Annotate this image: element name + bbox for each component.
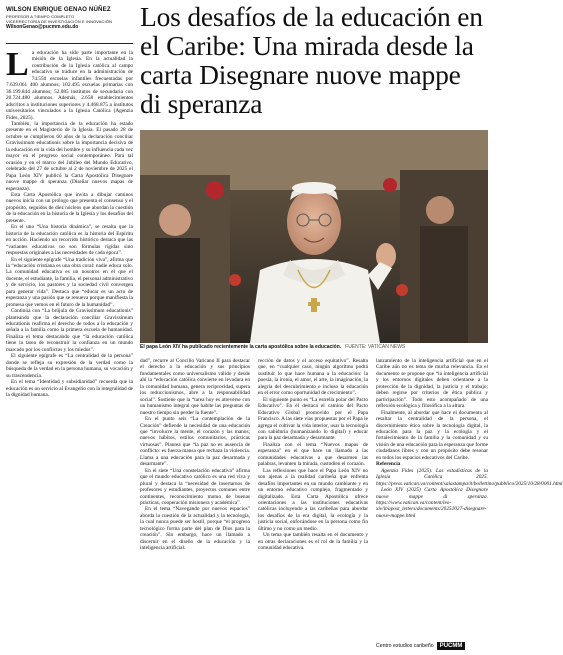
pucmm-logo: PUCMM (437, 642, 466, 650)
paragraph: Las reflexiones que hace el Papa León XIV no son ajenas a la realidad caribeña que enfrenta desafíos importantes en un mundo cambiante y en un entorno educativo complejo, fragmentado y digitalizado. Esta Carta Apostólica ofrece orientaciones a las instituciones educativas católicas incluyendo a las caribeñas para abordar los desafíos de la era digital, la ecología y la justicia social, enfocándose en la persona como fin último y no como un medio. (258, 467, 368, 532)
paragraph: lanzamiento de la inteligencia artificial que en el Caribe aún no es tema de mucha relevancia. En el documento se propone que “la inteligencia artificial y los entornos digitales deben orientarse a la protección de la dignidad, la justicia y el trabajo; deben regirse por criterios de ética pública y participación”. Todo esto acompañado de una reflexión ecológica y filosófica a la altura. (376, 358, 488, 410)
paragraph: a educación ha sido parte importante en la misión de la Iglesia. En la actualidad la contribución de la Iglesia católica al campo educativo se traduce en la administración de 74.550 escuelas infantiles frecuentadas por 7.639.061 400 alumnos; 102.495 escuelas primarias con 36.199.844 alumnos; 52.085 institutos de secundaria con 20.724.480 alumnos. Además, 2.658 establecimientos adscritos a instituciones superiores y 4.468.875 a institutos universitarios vinculados a la Iglesia Católica (Agenzia Fides, 2025). (6, 50, 133, 121)
byline-divider (6, 43, 133, 44)
drop-cap: L (6, 46, 29, 83)
paragraph: El siguiente punto es “La estrella polar del Pacto Educativo”. En él destaca el camino del Pacto Educativo Global promovido por el Papa Francisco. A las siete vías propuestas por el Papa le agrega el cultivar la vida interior, usar la tecnología con sabiduría (humanizando lo digital) y educar para la paz desarmada y desarmante. (258, 396, 368, 442)
paragraph: El siguiente epígrafe es “La centralidad de la persona” donde se refleja su expresión de la verdad como la búsqueda de la verdad en la persona humana, su vocación y su trascendencia. (6, 353, 133, 379)
paragraph: En el tema “Identidad y subsidiaridad” recuerda que la educación es un servicio al Evangelio con la integralidad de la dignidad humana. (6, 379, 133, 399)
footer-contact: Centro estudios caribeño (376, 643, 434, 649)
paragraph: En el siguiente epígrafe “Una tradición viva”, afirma que la “educación cristiana es una obra coral: nadie educa solo. La comunidad educativa es un nosotros en el que el docente, el estudiante, la familia, el personal administrativo y de servicio, los pastores y la sociedad civil convergen para generar vida”. Destaca que “educar es un acto de esperanza y una pasión que se renueva porque manifiesta la promesa que vemos en el futuro de la humanidad”. (6, 256, 133, 308)
author-department: VICERRECTORÍA DE INVESTIGACIÓN E INNOVACIÓN (6, 19, 112, 25)
article-column-2 (140, 358, 250, 650)
author-role: PROFESOR A TIEMPO COMPLETO (6, 14, 75, 19)
footer (376, 640, 488, 652)
reference-item[interactable]: León XIV (2025) Carta Apostólica Disegnare nuove mappe di speranza. https://www.vatican.va/content/leo-xiv/it/apost_letters/documents/20251027-disegnare-nuove-mappe.html (376, 487, 488, 519)
paragraph: En el punto seis “La contemplación de la Creación” defiende la necesidad de una educación que “involucre la mente, el corazón y las manos; nuevos hábitos, estilos comunitarios, prácticas virtuosas”. Plantea que “la paz no es ausencia de conflicto: es fuerza mansa que rechaza la violencia. Llama a una educación para la paz desarmada y desarmante”. (140, 416, 250, 468)
photo-caption (140, 343, 488, 352)
paragraph: También, la importancia de la educación ha estado presente en el Magisterio de la Iglesia. El pasado 28 de octubre se cumplieron 60 años de la declaración conciliar Gravissimum educationis sobre la importancia decisiva de la educación en la vida del hombre y su influencia cada vez mayor en el progreso social contemporáneo. Para tal ocasión y en el marco del Jubileo del Mundo Educativo, celebrado del 27 de octubre al 2 de noviembre de 2025 el Papa León XIV publicó la Carta Apostólica Disegnare nuove mappe di speranza (Diseñar nuevos mapas de esperanza). (6, 120, 133, 192)
paragraph: Finaliza con el tema “Nuevos mapas de esperanza” en el que hace un llamado a las comunidades educativas a que desarmen las palabras, levanten la mirada, custodien el corazón. (258, 441, 368, 468)
byline (6, 6, 132, 31)
caption-text: El papa León XIV ha publicado recientemente la carta apostólica sobre la educación. (140, 344, 342, 350)
paragraph: rección de datos y el acceso equitativo”. Resalta que, en “cualquier caso, ningún algoritmo podrá sustituir lo que hace humana a la educación: la poesía, la ironía, el amor, el arte, la imaginación, la alegría del descubrimiento e incluso la educación en el error como oportunidad de crecimiento”. (258, 358, 368, 397)
article-column-3 (258, 358, 368, 650)
article-headline: Los desafíos de la educación en el Caribe: Una mirada desde la carta Disegnare nuove mappe di speranza (140, 1, 483, 119)
reference-item[interactable]: Agenzia Fides (2025). Las estadísticas de la Iglesia Católica 2025. https://press.vatican.va/content/salastampa/it/bollettino/pubblico/2025/10/28/0001.html (376, 467, 563, 487)
paragraph: dad”, recurre al Concilio Vaticano II para destacar el derecho a la educación y sus principios fundamentales como universalismo válido y desde ahí la “educación católica convierte en levadura en la comunidad humana, genera reciprocidad, supera los reduccionismos, abre a la responsabilidad social”. Sostiene que la “tarea hoy es atreverse con un humanismo integral que habite las preguntas de nuestro tiempo sin perder la fuente”. (140, 358, 250, 416)
article-column-1 (6, 46, 133, 650)
paragraph: Un tema que también resalta en el documento y en otras declaraciones es el rol de la familia y la comunidad educativa. (258, 532, 368, 552)
paragraph: Finalmente, al abordar que hace el documento al resaltar la centralidad de la persona, el discernimiento ético sobre la tecnología digital, la educación para la paz y la ecología y el fortalecimiento de la familia y la comunidad y su visión de una educación para la esperanza que forme ciudadanos libres y con un propósito debe resonar en todos los espacios educativos del Caribe. (376, 409, 488, 461)
paragraph: En el uno “Una historia dinámica”, se resalta que la historia de la educación católica es la historia del Espíritu en acción. Haciendo un recorrido histórico destaca que las “variantes educativas no son fórmulas rígidas sino respuestas originales a las necesidades de cada época”. (6, 224, 133, 257)
article-photo (140, 130, 488, 343)
photo-credit: FUENTE: VATICAN NEWS (345, 344, 406, 350)
paragraph: Esta Carta Apostólica que invita a dibujar caminos nuevos inicia con un prólogo que presenta el consenso y el propósito, seguidos de diez núcleos que abordan la cuestión de la educación en la historia de la Iglesia y los desafíos del presente. (6, 191, 133, 224)
paragraph: En el siete “Una constelación educativa” afirma que el mundo educativo católico es una red viva y plural y destaca la “necesidad de insertarnos de profesores y estudiantes, proyectos comunes entre continentes, reconocimiento mutuo de buenas prácticas, cooperación misionera y académica”. (140, 467, 250, 506)
author-email[interactable]: WilsonGenao@pucmm.edu.do (6, 24, 79, 31)
references-list (376, 467, 563, 520)
paragraph: Continúa con “La brújula de Gravissimum educationis” planteando que la declaración conciliar Gravissimum educationis reafirma el derecho de todos a la educación y señala a la familia como la primera escuela de humanidad. Finaliza el tema destacando que “la educación católica tiene la tarea de reconstruir la confianza en un mundo marcado por los conflictos y los miedos”. (6, 308, 133, 353)
paragraph: En el tema “Navegando por nuevos espacios” aborda la cuestión de la actualidad y la tecnología, la cual nunca puede ser hostil, porque “el progreso tecnológico forma parte del plan de Dios para la creación”. Sin embargo, hace un llamado a discernir en el diseño de la educación y la inteligencia artificial. (140, 506, 250, 552)
references-heading: Referencia (376, 461, 401, 468)
author-name: WILSON ENRIQUE GENAO NÚÑEZ (6, 6, 111, 13)
article-column-4 (376, 358, 563, 638)
